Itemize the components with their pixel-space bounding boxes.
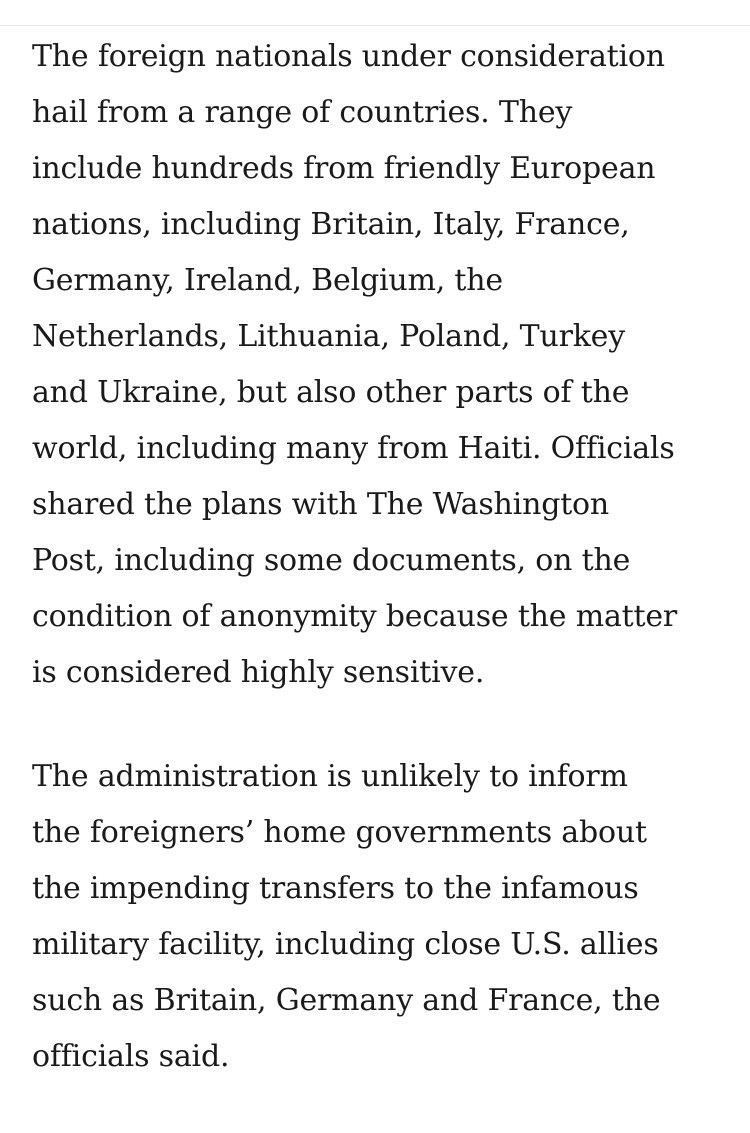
article-paragraph-2: [32, 749, 732, 1085]
paragraph-line: officials said.: [32, 1039, 230, 1074]
paragraph-line: is considered highly sensitive.: [32, 655, 485, 690]
paragraph-line: condition of anonymity because the matter: [32, 599, 678, 634]
paragraph-line: and Ukraine, but also other parts of the: [32, 375, 630, 410]
article-body: [32, 29, 732, 1133]
paragraph-line: include hundreds from friendly European: [32, 151, 656, 186]
paragraph-line: military facility, including close U.S. allies: [32, 927, 659, 962]
article-paragraph-1: [32, 29, 732, 701]
paragraph-line: hail from a range of countries. They: [32, 95, 573, 130]
paragraph-line: The foreign nationals under consideration: [32, 39, 665, 74]
paragraph-line: world, including many from Haiti. Officials: [32, 431, 675, 466]
paragraph-line: such as Britain, Germany and France, the: [32, 983, 661, 1018]
paragraph-line: the foreigners’ home governments about: [32, 815, 647, 850]
paragraph-line: the impending transfers to the infamous: [32, 871, 639, 906]
paragraph-line: Post, including some documents, on the: [32, 543, 631, 578]
paragraph-line: Netherlands, Lithuania, Poland, Turkey: [32, 319, 625, 354]
header-divider: [0, 25, 750, 26]
paragraph-line: Germany, Ireland, Belgium, the: [32, 263, 503, 298]
paragraph-line: shared the plans with The Washington: [32, 487, 610, 522]
paragraph-line: nations, including Britain, Italy, France,: [32, 207, 630, 242]
paragraph-line: The administration is unlikely to inform: [32, 759, 628, 794]
